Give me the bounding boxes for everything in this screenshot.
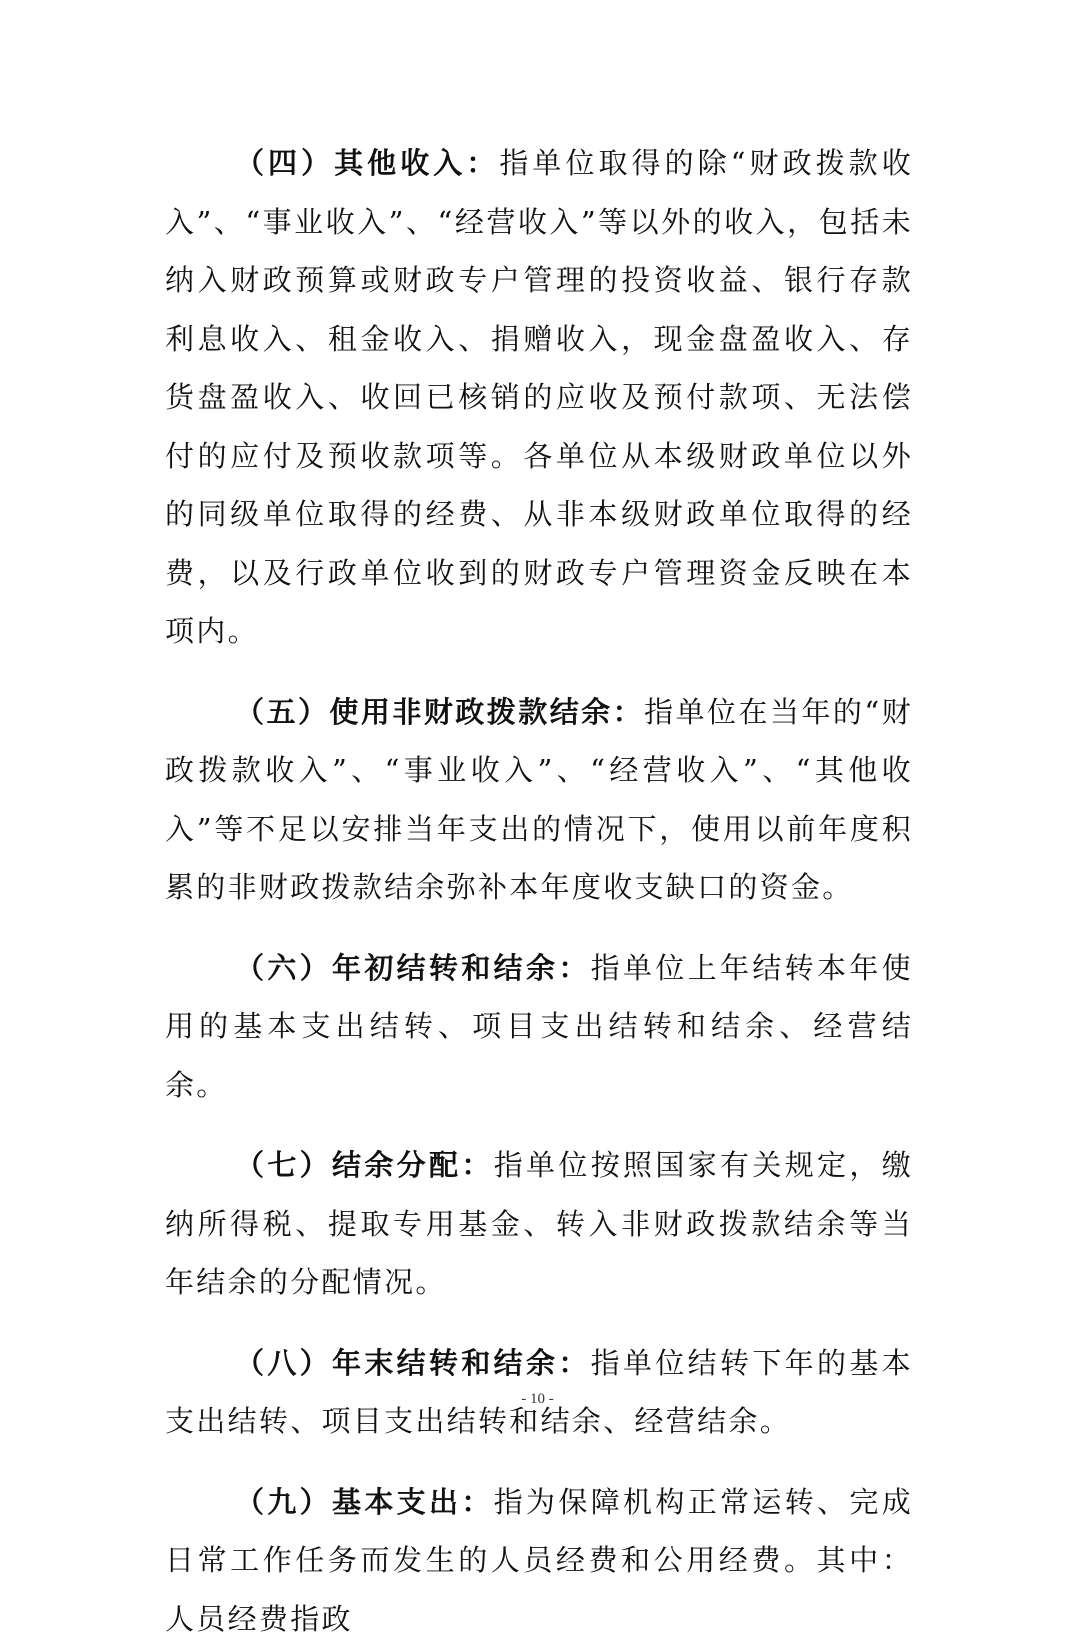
paragraph-heading: （七）结余分配： [235,1148,494,1182]
paragraph-text: 指为保障机构正常运转、完成日常工作任务而发生的人员经费和公用经费。其中：人员经费指政 [165,1485,913,1636]
paragraph-other-income [165,134,913,661]
paragraph-basic-expenditure [165,1473,913,1648]
paragraph-heading: （九）基本支出： [235,1485,494,1519]
paragraph-heading: （八）年末结转和结余： [235,1346,591,1380]
paragraph-surplus-distribution [165,1136,913,1312]
document-body [165,134,913,1648]
paragraph-text: 指单位结转下年的基本支出结转、项目支出结转和结余、经营结余。 [165,1346,913,1439]
paragraph-heading: （六）年初结转和结余： [235,951,591,985]
paragraph-text: 指单位在当年的“财政拨款收入”、“事业收入”、“经营收入”、“其他收入”等不足以安排当年支出的情况下，使用以前年度积累的非财政拨款结余弥补本年度收支缺口的资金。 [165,695,913,905]
paragraph-heading: （五）使用非财政拨款结余： [235,695,644,729]
paragraph-text: 指单位取得的除“财政拨款收入”、“事业收入”、“经营收入”等以外的收入，包括未纳入财政预算或财政专户管理的投资收益、银行存款利息收入、租金收入、捐赠收入，现金盘盈收入、存货盘盈收入、收回已核销的应收及预付款项、无法偿付的应付及预收款项等。各单位从本级财政单位以外的同级单位取得的经费、从非本级财政单位取得的经费，以及行政单位收到的财政专户管理资金反映在本项内。 [165,146,913,648]
page-number: - 10 - [0,1391,1075,1408]
paragraph-text: 指单位上年结转本年使用的基本支出结转、项目支出结转和结余、经营结余。 [165,951,913,1102]
paragraph-heading: （四）其他收入： [235,146,499,180]
paragraph-non-fiscal-surplus [165,683,913,917]
paragraph-text: 指单位按照国家有关规定，缴纳所得税、提取专用基金、转入非财政拨款结余等当年结余的分配情况。 [165,1148,913,1299]
paragraph-opening-carryover [165,939,913,1115]
